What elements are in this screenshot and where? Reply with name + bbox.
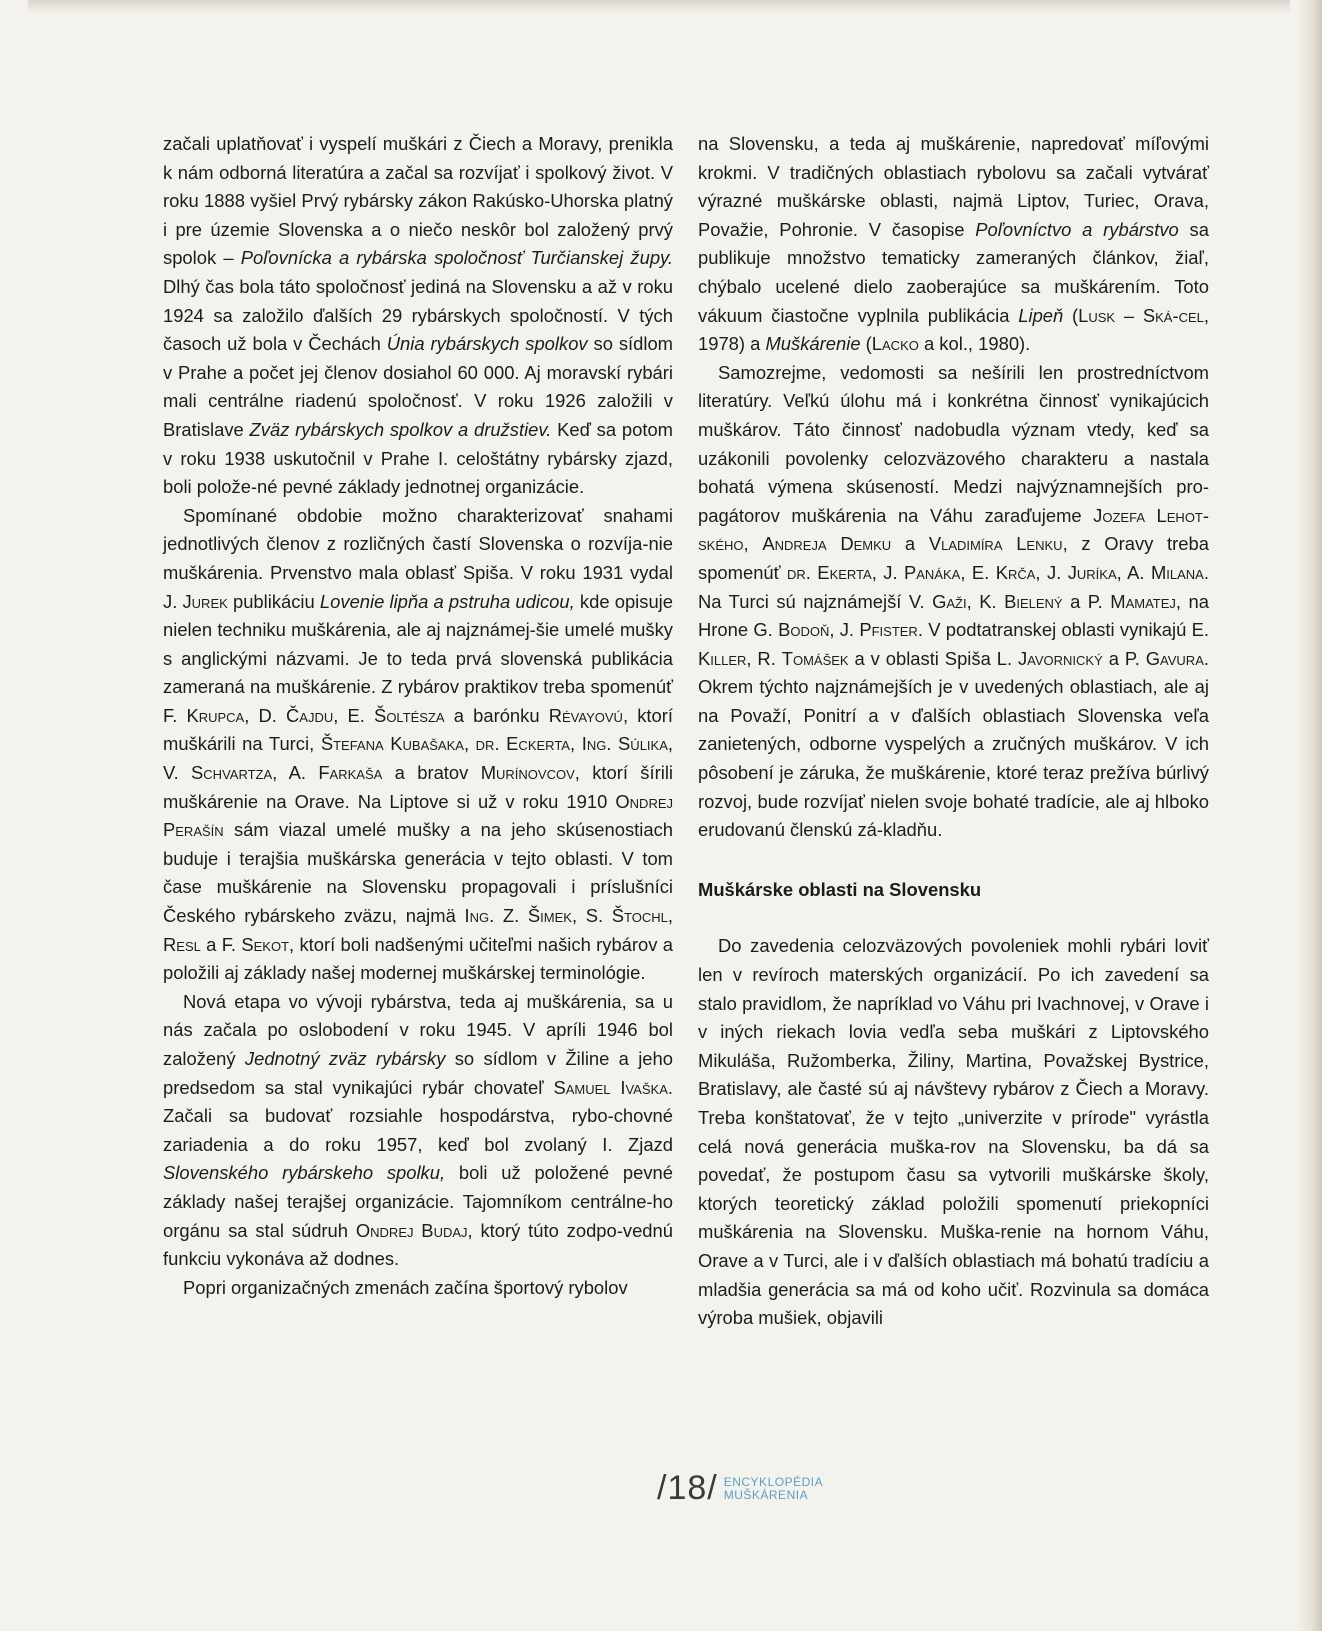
left-paragraph-1 <box>163 130 673 502</box>
person-name: Andreja Demku <box>762 533 892 555</box>
italic-title: Slovenského rybárskeho spolku, <box>163 1162 446 1184</box>
text-run: , J. <box>871 561 904 583</box>
italic-title: Poľovníctvo a rybárstvo <box>975 218 1179 240</box>
person-name: Sekot <box>241 933 290 955</box>
text-run: kde opisuje nielen techniku muškárenia, ale aj najznámej-šie umelé mušky s anglickými názvami. Je to teda prvá slovenská publikácia zameraná na muškárenie. Z rybárov praktikov treba spomenúť F. <box>163 590 673 726</box>
text-run: a kol., 1980). <box>918 333 1031 355</box>
text-run: . V podtatranskej oblasti vynikajú E. <box>917 619 1209 641</box>
left-column <box>163 130 673 1302</box>
text-run: , D. <box>244 704 287 726</box>
text-run: a <box>891 533 929 555</box>
italic-title: Lovenie lipňa a pstruha udicou, <box>319 590 575 612</box>
person-name: Bodoň <box>778 619 830 641</box>
person-name: Štefana Kubašaka <box>320 733 464 755</box>
text-run: , 1978) a <box>698 304 1209 355</box>
text-run: , K. <box>966 590 1005 612</box>
person-name: Murínovcov <box>480 762 575 784</box>
person-name: Pfister <box>859 619 918 641</box>
person-name: Gaži <box>932 590 967 612</box>
text-run: , A. <box>1116 561 1151 583</box>
page-footer <box>657 1469 823 1508</box>
italic-title: Jednotný zväz rybársky <box>244 1048 446 1069</box>
text-run: . Začali sa budovať rozsiahle hospodárstva, rybo-chovné zariadenia a do roku 1957, keď bol zvolaný I. Zjazd <box>163 1076 673 1155</box>
text-run: , na Hrone G. <box>698 590 1209 641</box>
person-name: Resl <box>163 933 201 955</box>
person-name: Ondrej Budaj <box>355 1219 468 1241</box>
person-name: Juríka <box>1067 561 1117 583</box>
person-name: Tomášek <box>781 647 849 669</box>
text-run: , <box>569 733 582 755</box>
right-column <box>698 130 1209 1333</box>
person-name: Gavura <box>1145 647 1204 669</box>
person-name: dr. Eckerta <box>475 733 570 755</box>
italic-title: Muškárenie <box>765 333 861 355</box>
text-run: . Na Turci sú najznámejší V. <box>698 561 1209 612</box>
text-run: Spomínané obdobie možno charakterizovať snahami jednotlivých členov z rozličných častí Slovenska o rozvíja-nie muškárenia. Prvenstvo mala oblasť Spiša. V roku 1931 vydal J. <box>163 504 673 612</box>
brand-line-1: ENCYKLOPÉDIA <box>723 1474 824 1489</box>
left-paragraph-4 <box>163 1274 673 1303</box>
person-name: Killer <box>698 647 747 669</box>
italic-title: Zväz rybárskych spolkov a družstiev. <box>249 418 552 440</box>
text-run: , J. <box>829 619 860 641</box>
text-run: Popri organizačných zmenách začína športový rybolov <box>183 1276 628 1298</box>
person-name: Štochl <box>611 905 668 927</box>
person-name: Schvartza <box>191 762 273 784</box>
spacer <box>698 904 1209 932</box>
text-run: , R. <box>746 647 782 669</box>
text-run: , ktorý túto zodpo-vednú funkciu vykonáva až dodnes. <box>163 1219 673 1270</box>
italic-title: Lipeň <box>1018 304 1064 326</box>
text-run: Samozrejme, vedomosti sa nešírili len prostredníctvom literatúry. Veľkú úlohu má i konkrétna činnosť vynikajúcich muškárov. Táto činnosť nadobudla význam vtedy, keď sa uzákonili povolenky celozväzového charakteru a nastala bohatá výmena skúseností. Medzi najvýznamnejších pro-pagátorov muškárenia na Váhu zaraďujeme <box>698 361 1209 526</box>
text-run: Keď sa potom v roku 1938 uskutočnil v Prahe I. celoštátny rybársky zjazd, boli polože-né pevné základy jednotnej organizácie. <box>163 418 673 498</box>
text-run: a P. <box>1102 647 1146 669</box>
text-run: ( <box>1063 304 1079 326</box>
text-run: boli už položené pevné základy našej terajšej organizácie. Tajomníkom centrálne-ho orgánu sa stal súdruh <box>163 1162 673 1241</box>
text-run: , E. <box>960 561 996 583</box>
person-name: Mamatej <box>1110 590 1176 612</box>
text-run: Do zavedenia celozväzových povoleniek mohli rybári loviť len v revíroch materských organizácií. Po ich zavedení sa stalo pravidlom, že napríklad vo Váhu pri Ivachnovej, v Orave i v iných riekach lovia vedľa seba muškári z Liptovského Mikuláša, Ružomberka, Žiliny, Martina, Považskej Bystrice, Bratislavy, ale časté sú aj návštevy rybárov z Čiech a Moravy. Treba konštatovať, že v tejto „univerzite v prírode" vyrástla celá nová generácia muška-rov na Slovensku, ba dá sa povedať, že postupom času sa vytvorili muškárske školy, ktorých teoretický základ položili spomenutí priekopníci muškárenia na Slovensku. Muška-renie na hornom Váhu, Orave a v Turci, ale i v ďalších oblastiach má bohatú tradíciu a mladšia generácia sa má od koho učiť. Rozvinula sa domáca výroba mušiek, objavili <box>698 935 1209 1329</box>
text-run: , <box>463 733 476 755</box>
person-name: Bielený <box>1004 590 1063 612</box>
person-name: Krča <box>995 561 1036 583</box>
text-run: , ktorí boli nadšenými učiteľmi našich rybárov a položili aj základy našej modernej muškárskej terminológie. <box>163 933 673 984</box>
page-top-edge <box>28 0 1290 14</box>
left-paragraph-3 <box>163 988 673 1274</box>
right-paragraph-2 <box>698 359 1209 845</box>
person-name: Javornický <box>1017 647 1103 669</box>
person-name: Milana <box>1150 561 1204 583</box>
text-run: , J. <box>1035 561 1068 583</box>
text-run: a bratov <box>382 762 481 784</box>
text-run: so sídlom v Žiline a jeho predsedom sa stal vynikajúci rybár chovateľ <box>163 1048 673 1098</box>
page-right-edge <box>1296 0 1322 1631</box>
person-name: Farkaša <box>318 762 383 784</box>
publication-brand <box>724 1476 823 1502</box>
person-name: Šoltésza <box>374 704 445 726</box>
text-run: a P. <box>1062 590 1111 612</box>
person-name: Lusk – Ská-cel <box>1078 304 1204 326</box>
left-paragraph-2 <box>163 502 673 988</box>
text-run: , ktorí muškárili na Turci, <box>163 704 673 755</box>
text-run: publikáciu <box>227 590 320 612</box>
text-run: , z Oravy treba spomenúť <box>698 533 1209 583</box>
text-run: . Okrem týchto najznámejších je v uvedených oblastiach, ale aj na Považí, Ponitrí a v ďalších oblastiach Slovenska veľa zanietených, odborne vyspelých a zručných muškárov. V ich pôsobení je záruka, že muškárenie, ktoré teraz prežíva búrlivý rozvoj, bude rozvíjať nielen svoje bohaté tradície, ale aj hlboko erudovanú členskú zá-kladňu. <box>698 647 1209 841</box>
person-name: Ing. Z. Šimek <box>464 905 572 927</box>
text-run: so sídlom v Prahe a počet jej členov dosiahol 60 000. Aj moravskí rybári mali centrálne riadenú spoločnosť. V roku 1926 založili v Bratislave <box>163 333 674 440</box>
page-number: /18/ <box>657 1469 718 1507</box>
italic-title: Únia rybárskych spolkov <box>386 333 588 355</box>
text-run: , ktorí šírili muškárenie na Orave. Na Liptove si už v roku 1910 <box>163 762 673 812</box>
text-run: a barónku <box>444 704 549 726</box>
person-name: Lacko <box>871 333 919 355</box>
text-run: sa publikuje množstvo tematicky zameraných článkov, žiaľ, chýbalo ucelené dielo zaoberajúce sa muškárením. Toto vákuum čiastočne vyplnila publikácia <box>698 218 1209 326</box>
spacer <box>698 845 1209 876</box>
text-run: , S. <box>571 905 612 927</box>
section-heading: Muškárske oblasti na Slovensku <box>698 878 982 900</box>
person-name: Čajdu <box>286 704 334 726</box>
person-name: Vladimíra Lenku <box>928 533 1063 555</box>
brand-line-2: MUŠKÁRENIA <box>723 1487 809 1502</box>
person-name: Ing. Súlika <box>581 733 668 755</box>
text-run: Nová etapa vo vývoji rybárstva, teda aj muškárenia, sa u nás začala po oslobodení v roku 1945. V apríli 1946 bol založený <box>163 990 673 1069</box>
text-run: , E. <box>333 704 375 726</box>
text-run: začali uplatňovať i vyspelí muškári z Čiech a Moravy, prenikla k nám odborná literatúra a začal sa rozvíjať i spolkový život. V roku 1888 vyšiel Prvý rybársky zákon Rakúsko-Uhorska platný i pre územie Slovenska a o niečo neskôr bol založený prvý spolok – <box>163 133 673 269</box>
person-name: dr. Ekerta <box>786 561 872 583</box>
text-run: sám viazal umelé mušky a na jeho skúsenostiach buduje i terajšia muškárska generácia v tejto oblasti. V tom čase muškárenie na Slovensku propagovali i príslušníci Českého rybárskeho zväzu, najmä <box>163 819 673 927</box>
person-name: Révayovú <box>548 704 623 726</box>
italic-title: Poľovnícka a rybárska spoločnosť Turčianskej župy. <box>240 247 673 269</box>
text-run: Dlhý čas bola táto spoločnosť jediná na Slovensku a až v roku 1924 sa založilo ďalších 29 rybárskych spoločností. V tých časoch už bola v Čechách <box>163 275 673 355</box>
text-run: , V. <box>163 733 673 784</box>
person-name: Ondrej Perašín <box>163 790 673 841</box>
person-name: Jurek <box>182 590 228 612</box>
person-name: Panáka <box>904 561 961 583</box>
person-name: Samuel Ivaška <box>553 1076 668 1098</box>
text-run: , <box>743 533 763 555</box>
text-run: ( <box>860 333 872 355</box>
text-run: , <box>667 905 673 927</box>
text-run: a v oblasti Spiša L. <box>848 647 1018 669</box>
person-name: Krupca <box>186 704 245 726</box>
text-run: a F. <box>200 933 242 955</box>
text-run: , A. <box>272 762 319 784</box>
right-paragraph-3 <box>698 932 1209 1332</box>
right-paragraph-1 <box>698 130 1209 359</box>
text-run: na Slovensku, a teda aj muškárenie, napredovať míľovými krokmi. V tradičných oblastiach rybolovu sa začali vytvárať výrazné muškárske oblasti, najmä Liptov, Turiec, Orava, Považie, Pohronie. V časopise <box>698 133 1209 240</box>
person-name: Jozefa Lehot-ského <box>698 504 1209 555</box>
